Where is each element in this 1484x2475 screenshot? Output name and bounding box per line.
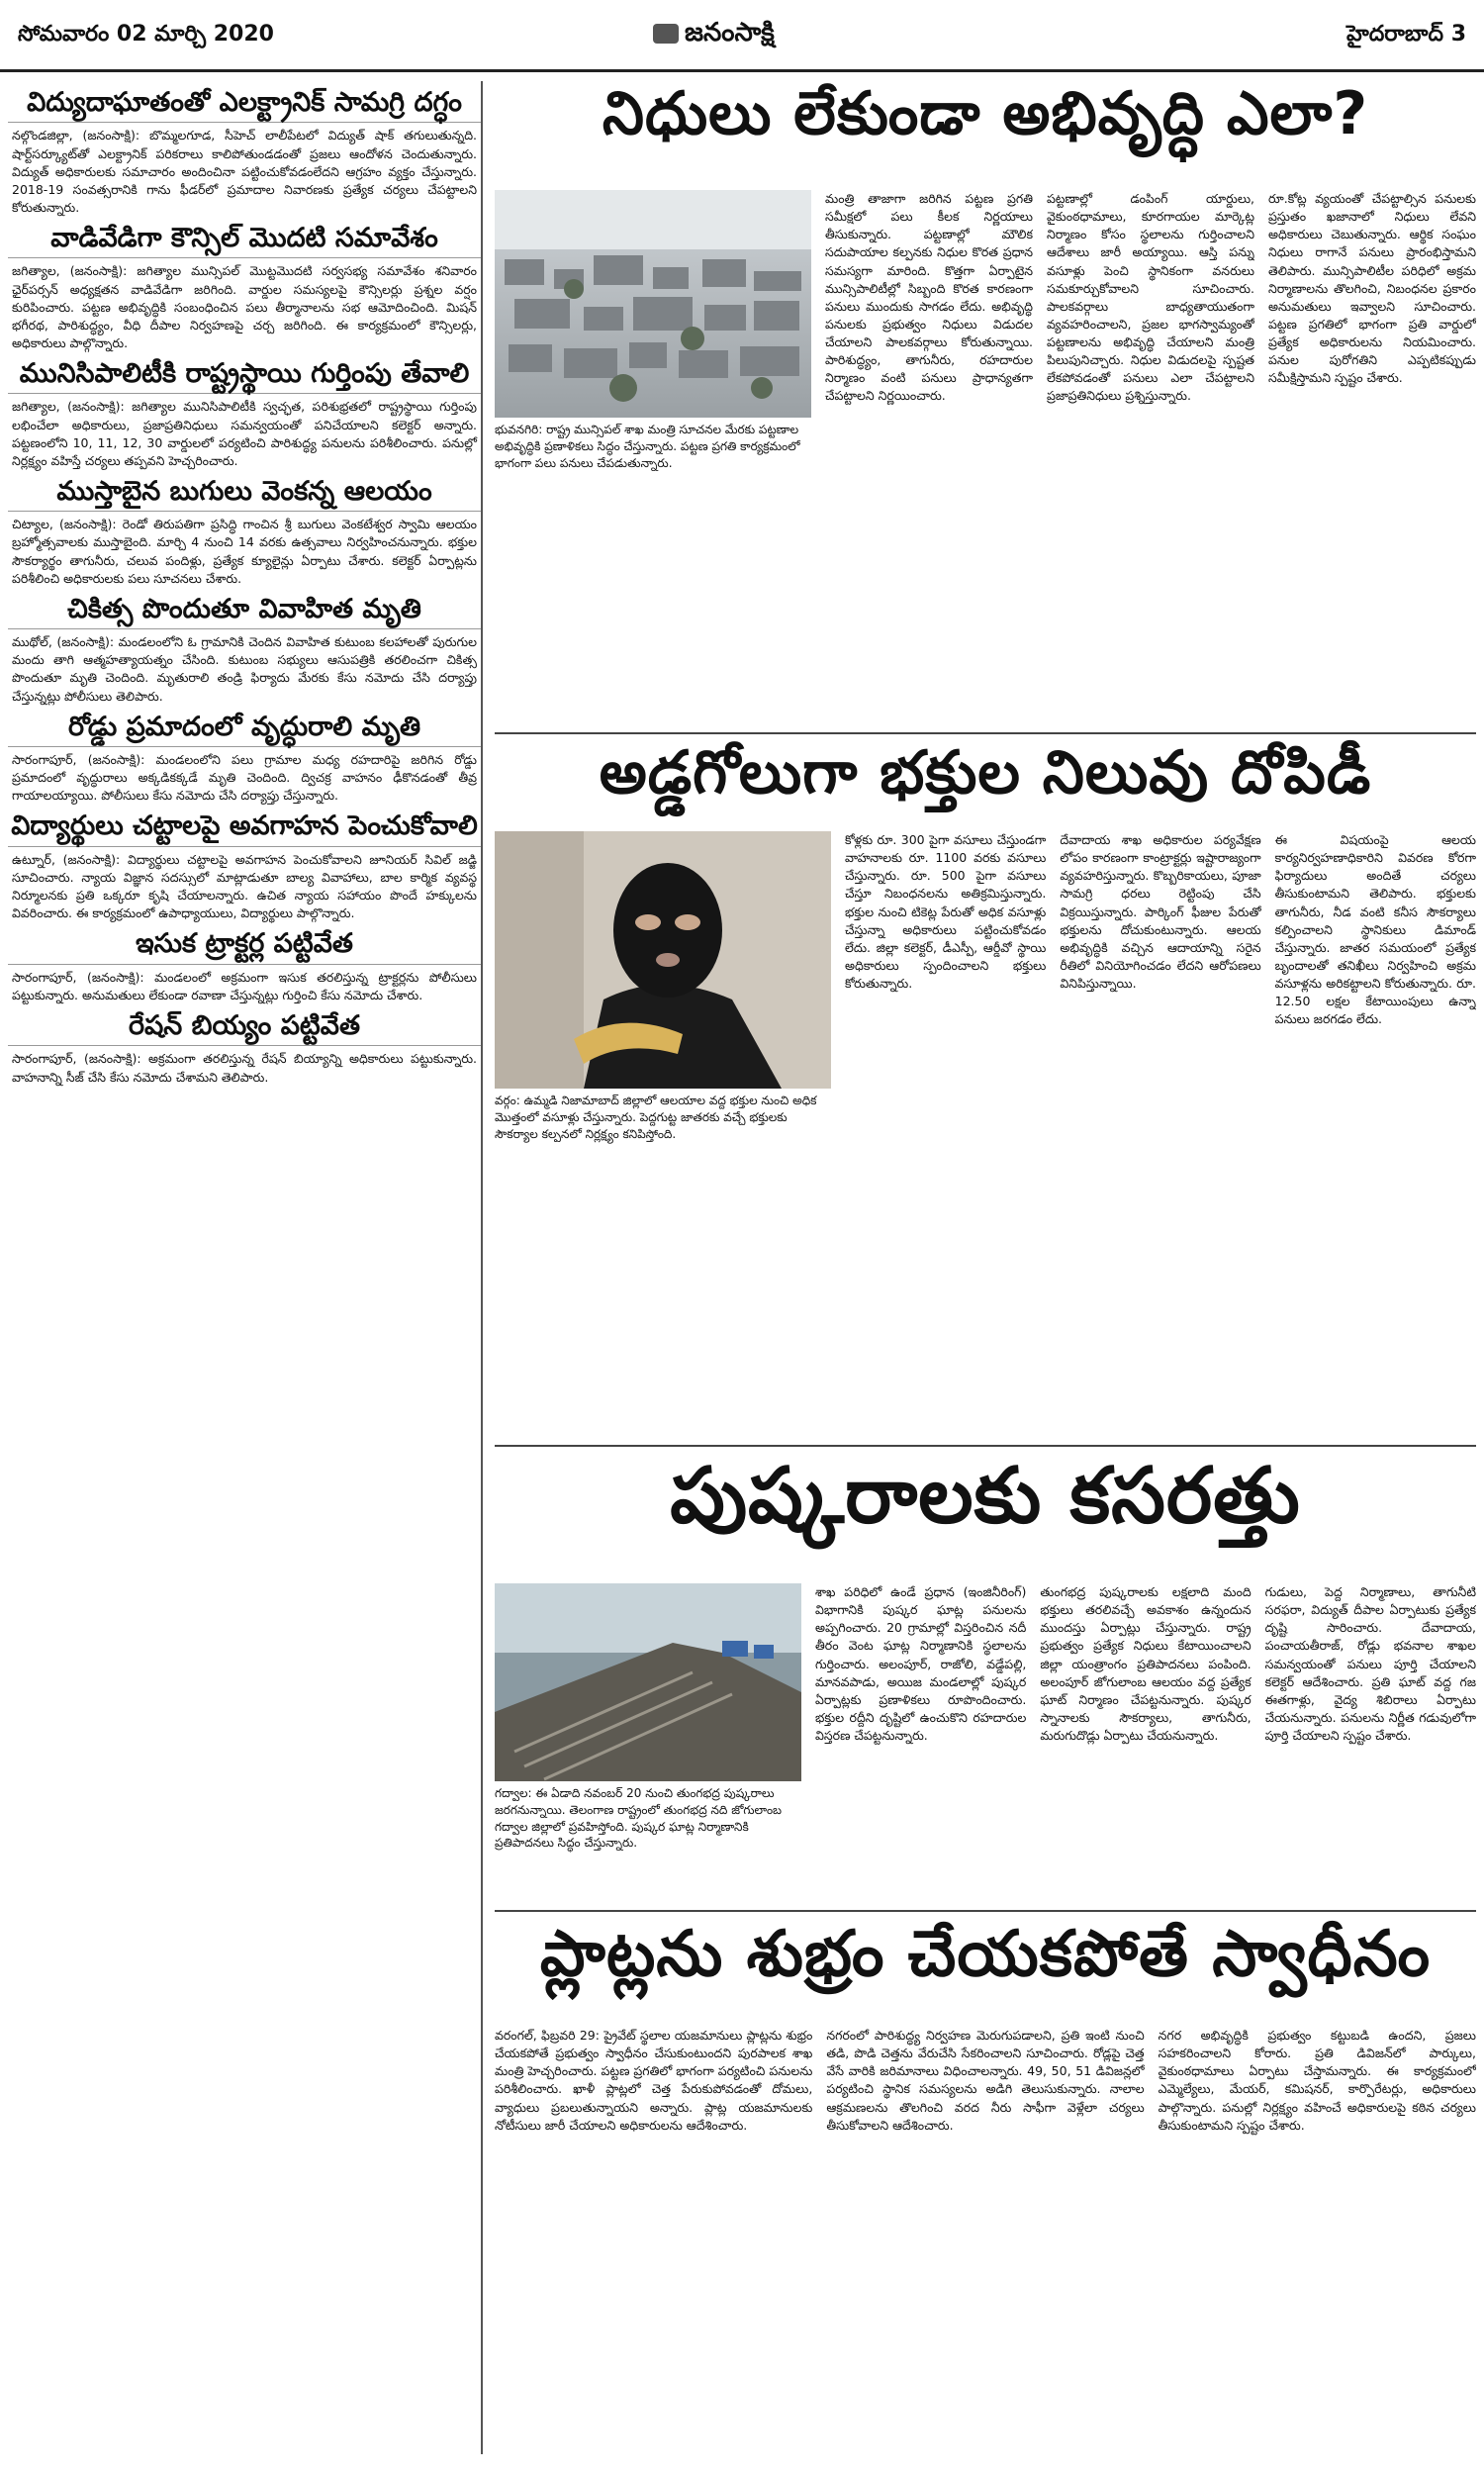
masthead-logo-icon [653,24,679,44]
story-column: శాఖ పరిధిలో ఉండే ప్రధాన (ఇంజినీరింగ్) విభాగానికి పుష్కర ఘాట్ల పనులను అప్పగించారు. 20 గ్రామాల్లో విస్తరించిన నదీ తీరం వెంట ఘాట్ల నిర్మాణానికి స్థలాలను గుర్తించారు. అలంపూర్, రాజోలి, వడ్డేపల్లి, మానవపాడు, అయిజ మండలాల్లో పుష్కర ఏర్పాట్లకు ప్రణాళికలు రూపొందించారు. భక్తుల రద్దీని దృష్టిలో ఉంచుకొని రహదారుల విస్తరణ చేపట్టనున్నారు. [815,1584,1027,1743]
article-headline: ముస్తాబైన బుగులు వెంకన్న ఆలయం [8,476,481,512]
masked-man-photo [495,831,831,1089]
story-column: ఈ విషయంపై ఆలయ కార్యనిర్వహణాధికారిని వివరణ కోరగా ఫిర్యాదులు అందితే చర్యలు తీసుకుంటామని తెలిపారు. భక్తులకు తాగునీరు, నీడ వంటి కనీస సౌకర్యాలు కల్పించాలని స్థానికులు డిమాండ్ చేస్తున్నారు. జాతర సమయంలో ప్రత్యేక బృందాలతో తనిఖీలు నిర్వహించి అక్రమ వసూళ్లను అరికట్టాలని కోరుతున్నారు. రూ. 12.50 లక్షల కేటాయింపులు ఉన్నా పనులు జరగడం లేదు. [1274,832,1476,1027]
story-devotee-exploitation [495,740,1476,1433]
left-column [8,81,483,2454]
article-body: ఉట్నూర్, (జనంసాక్షి): విద్యార్థులు చట్టాలపై అవగాహన పెంచుకోవాలని జూనియర్ సివిల్ జడ్జి సూచించారు. న్యాయ విజ్ఞాన సదస్సులో మాట్లాడుతూ బాల్య వివాహాలు, బాల కార్మిక వ్యవస్థ నిర్మూలనకు ప్రతి ఒక్కరూ కృషి చేయాలన్నారు. ఉచిత న్యాయ సహాయం పొందే హక్కులను వివరించారు. ఈ కార్యక్రమంలో ఉపాధ్యాయులు, విద్యార్థులు పాల్గొన్నారు. [12,851,477,921]
article-headline: వాడివేడిగా కౌన్సిల్ మొదటి సమావేశం [8,223,481,258]
left-article [8,712,481,806]
article-headline: చికిత్స పొందుతూ వివాహిత మృతి [8,594,481,629]
article-headline: ఇసుక ట్రాక్టర్ల పట్టివేత [8,928,481,964]
photo-caption: వర్గం: ఉమ్మడి నిజామాబాద్ జిల్లాలో ఆలయాల వద్ద భక్తుల నుంచి అధిక మొత్తంలో వసూళ్లు చేస్తున్నారు. పెద్దగుట్ట జాతరకు వచ్చే భక్తులకు సౌకర్యాల కల్పనలో నిర్లక్ష్యం కనిపిస్తోంది. [495,1094,817,1141]
story-headline: పుష్కరాలకు కసరత్తు [670,1452,1301,1541]
left-article [8,1010,481,1087]
story-column: కోళ్లకు రూ. 300 పైగా వసూలు చేస్తుండగా వాహనాలకు రూ. 1100 వరకు వసూలు చేస్తున్నారు. రూ. 500 పైగా వసూలు చేస్తూ నిబంధనలను అతిక్రమిస్తున్నారు. భక్తుల నుంచి టికెట్ల పేరుతో అధిక వసూళ్లు చేస్తున్నా అధికారులు పట్టించుకోవడం లేదు. జిల్లా కలెక్టర్, డీఎస్పీ, ఆర్డీవో స్థాయి అధికారులు స్పందించాలని భక్తులు కోరుతున్నారు. [845,832,1047,991]
story-development-funds [495,81,1476,774]
article-body: సారంగాపూర్, (జనంసాక్షి): అక్రమంగా తరలిస్తున్న రేషన్ బియ్యాన్ని అధికారులు పట్టుకున్నారు. వాహనాన్ని సీజ్ చేసి కేసు నమోదు చేశామని తెలిపారు. [12,1051,477,1085]
article-headline: రేషన్ బియ్యం పట్టివేత [8,1010,481,1046]
article-body: సారంగాపూర్, (జనంసాక్షి): మండలంలో అక్రమంగా ఇసుక తరలిస్తున్న ట్రాక్టర్లను పోలీసులు పట్టుకున్నారు. అనుమతులు లేకుండా రవాణా చేస్తున్నట్లు గుర్తించి కేసు నమోదు చేశారు. [12,969,477,1002]
page-number: 3 [1450,22,1466,47]
river-ghat-photo [495,1583,801,1781]
article-body: సారంగాపూర్, (జనంసాక్షి): మండలంలోని పలు గ్రామాల మధ్య రహదారిపై జరిగిన రోడ్డు ప్రమాదంలో వృద్ధురాలు అక్కడికక్కడే మృతి చెందింది. ద్విచక్ర వాహనం ఢీకొనడంతో తీవ్ర గాయాలయ్యాయి. పోలీసులు కేసు నమోదు చేసి దర్యాప్తు చేస్తున్నారు. [12,752,477,804]
article-body: జగిత్యాల, (జనంసాక్షి): జగిత్యాల మునిసిపాలిటీకి స్వచ్ఛత, పరిశుభ్రతలో రాష్ట్రస్థాయి గుర్తింపు లభించేలా అధికారులు, ప్రజాప్రతినిధులు సమన్వయంతో పనిచేయాలని కలెక్టర్ అన్నారు. పట్టణంలోని 10, 11, 12, 30 వార్డులలో పర్యటించి పారిశుద్ధ్య పనులను పరిశీలించారు. పనుల్లో నిర్లక్ష్యం వహిస్తే చర్యలు తప్పవని హెచ్చరించారు. [12,399,477,468]
story-column: పట్టణాల్లో డంపింగ్ యార్డులు, వైకుంఠధామాలు, కూరగాయల మార్కెట్ల నిర్మాణం కోసం స్థలాలను గుర్తించాలని ఆదేశాలు జారీ అయ్యాయి. ఆస్తి పన్ను వసూళ్లు పెంచి స్థానికంగా వనరులు సమకూర్చుకోవాలని సూచించారు. పాలకవర్గాలు బాధ్యతాయుతంగా వ్యవహరించాలని, ప్రజల భాగస్వామ్యంతో పట్టణాలను అభివృద్ధి చేయాలని మంత్రి పిలుపునిచ్చారు. నిధుల విడుదలపై స్పష్టత లేకపోవడంతో పనులు ఎలా చేపట్టాలని ప్రజాప్రతినిధులు ప్రశ్నిస్తున్నారు. [1047,191,1254,404]
story-column: దేవాదాయ శాఖ అధికారుల పర్యవేక్షణ లోపం కారణంగా కాంట్రాక్టర్లు ఇష్టారాజ్యంగా వ్యవహరిస్తున్నారు. కొబ్బరికాయలు, పూజా సామగ్రి ధరలు రెట్టింపు చేసి విక్రయిస్తున్నారు. పార్కింగ్ ఫీజుల పేరుతో భక్తులను దోచుకుంటున్నారు. ఆలయ అభివృద్ధికి వచ్చిన ఆదాయాన్ని సరైన రీతిలో వినియోగించడం లేదని ఆరోపణలు వినిపిస్తున్నాయి. [1060,832,1261,991]
article-body: నల్గొండజిల్లా, (జనంసాక్షి): బొమ్మలగూడ, సీహెచ్ లాలీపేటలో విద్యుత్ షాక్ తగులుతున్నది. షార్ట్‌సర్క్యూట్‌తో ఎలక్ట్రానిక్ పరికరాలు కాలిపోతుండడంతో ప్రజలు ఆందోళన చెందుతున్నారు. విద్యుత్ అధికారులకు సమాచారం అందించినా పట్టించుకోవడంలేదని ఆగ్రహం వ్యక్తం చేస్తున్నారు. 2018-19 సంవత్సరానికి గాను ఫీడర్‌లో ప్రమాదాల నివారణకు ప్రత్యేక చర్యలు చేపట్టాలని కోరుతున్నారు. [12,128,477,215]
photo-caption: భువనగిరి: రాష్ట్ర మున్సిపల్ శాఖ మంత్రి సూచనల మేరకు పట్టణాల అభివృద్ధికి ప్రణాళికలు సిద్ధం చేస్తున్నారు. పట్టణ ప్రగతి కార్యక్రమంలో భాగంగా పలు పనులు చేపడుతున్నారు. [495,423,800,470]
article-headline: మునిసిపాలిటీకి రాష్ట్రస్థాయి గుర్తింపు తేవాలి [8,358,481,394]
story-headline: ప్లాట్లను శుభ్రం చేయకపోతే స్వాధీనం [539,1918,1432,1991]
story-divider [495,1910,1476,1912]
left-article [8,594,481,706]
left-article [8,810,481,922]
article-headline: రోడ్డు ప్రమాదంలో వృద్ధురాలి మృతి [8,712,481,747]
left-article [8,87,481,217]
left-article [8,928,481,1004]
story-divider [495,1445,1476,1447]
issue-date: సోమవారం 02 మార్చి 2020 [18,22,274,47]
article-headline: విద్యుదాఘాతంతో ఎలక్ట్రానిక్ సామగ్రి దగ్ధం [8,87,481,123]
page-info [1346,22,1466,51]
story-headline: అడ్డగోలుగా భక్తుల నిలువు దోపిడీ [599,738,1372,808]
story-column: మంత్రి తాజాగా జరిగిన పట్టణ ప్రగతి సమీక్షలో పలు కీలక నిర్ణయాలు తీసుకున్నారు. పట్టణాల్లో మౌలిక సదుపాయాల కల్పనకు నిధుల కొరత ప్రధాన సమస్యగా మారింది. కొత్తగా ఏర్పాటైన మున్సిపాలిటీల్లో సిబ్బంది కొరత కారణంగా పనులు ముందుకు సాగడం లేదు. అభివృద్ధి పనులకు ప్రభుత్వం నిధులు విడుదల చేయాలని పాలకవర్గాలు కోరుతున్నాయి. పారిశుద్ధ్యం, తాగునీరు, రహదారుల నిర్మాణం వంటి పనులు ప్రాధాన్యతగా చేపట్టాలని నిర్ణయించారు. [825,191,1033,404]
story-column: నగర అభివృద్ధికి ప్రభుత్వం కట్టుబడి ఉందని, ప్రజలు సహకరించాలని కోరారు. ప్రతి డివిజన్‌లో పార్కులు, వైకుంఠధామాలు ఏర్పాటు చేస్తామన్నారు. ఈ కార్యక్రమంలో ఎమ్మెల్యేలు, మేయర్, కమిషనర్, కార్పొరేటర్లు, అధికారులు పాల్గొన్నారు. పనుల్లో నిర్లక్ష్యం వహించే అధికారులపై కఠిన చర్యలు తీసుకుంటామని స్పష్టం చేశారు. [1158,2028,1476,2133]
article-body: జగిత్యాల, (జనంసాక్షి): జగిత్యాల మున్సిపల్ మొట్టమొదటి సర్వసభ్య సమావేశం శనివారం ఛైర్‌పర్సన్ అధ్యక్షతన వాడివేడిగా జరిగింది. వార్డుల సమస్యలపై కౌన్సిలర్లు ప్రశ్నల వర్షం కురిపించారు. పట్టణ అభివృద్ధికి సంబంధించిన పలు తీర్మానాలను సభ ఆమోదించింది. మిషన్ భగీరథ, పారిశుద్ధ్యం, వీధి దీపాల నిర్వహణపై చర్చ జరిగింది. ఈ కార్యక్రమంలో కౌన్సిలర్లు, అధికారులు పాల్గొన్నారు. [12,263,477,350]
photo-caption: గద్వాల: ఈ ఏడాది నవంబర్ 20 నుంచి తుంగభద్ర పుష్కరాలు జరగనున్నాయి. తెలంగాణ రాష్ట్రంలో తుంగభద్ర నది జోగులాంబ గద్వాల జిల్లాలో ప్రవహిస్తోంది. పుష్కర ఘాట్ల నిర్మాణానికి ప్రతిపాదనలు సిద్ధం చేస్తున్నారు. [495,1786,783,1851]
story-column: రూ.కోట్ల వ్యయంతో చేపట్టాల్సిన పనులకు ప్రస్తుతం ఖజానాలో నిధులు లేవని అధికారులు చెబుతున్నారు. ఆర్థిక సంఘం నిధులు రాగానే పనులు ప్రారంభిస్తామని తెలిపారు. మున్సిపాలిటీల పరిధిలో అక్రమ నిర్మాణాలను తొలగించి, నిబంధనల ప్రకారం అనుమతులు ఇవ్వాలని సూచించారు. పట్టణ ప్రగతిలో భాగంగా ప్రతి వార్డులో ప్రత్యేక అధికారులను నియమించారు. పనుల పురోగతిని ఎప్పటికప్పుడు సమీక్షిస్తామని స్పష్టం చేశారు. [1268,191,1476,386]
town-aerial-photo [495,190,811,418]
left-article [8,358,481,470]
story-column: గుడులు, పెద్ద నిర్మాణాలు, తాగునీటి సరఫరా, విద్యుత్ దీపాల ఏర్పాటుకు ప్రత్యేక దృష్టి సారించారు. దేవాదాయ, పంచాయతీరాజ్, రోడ్లు భవనాల శాఖల సమన్వయంతో పనులు పూర్తి చేయాలని కలెక్టర్ ఆదేశించారు. ప్రతి ఘాట్ వద్ద గజ ఈతగాళ్లు, వైద్య శిబిరాలు ఏర్పాటు చేయనున్నారు. పనులను నిర్ణీత గడువులోగా పూర్తి చేయాలని స్పష్టం చేశారు. [1264,1584,1476,1743]
city-name: హైదరాబాద్ [1346,22,1444,47]
story-column: నగరంలో పారిశుద్ధ్య నిర్వహణ మెరుగుపడాలని, ప్రతి ఇంటి నుంచి తడి, పొడి చెత్తను వేరుచేసి సేకరించాలని సూచించారు. రోడ్లపై చెత్త వేసే వారికి జరిమానాలు విధించాలన్నారు. 49, 50, 51 డివిజన్లలో పర్యటించి స్థానిక సమస్యలను అడిగి తెలుసుకున్నారు. నాలాల ఆక్రమణలను తొలగించి వరద నీరు సాఫీగా వెళ్లేలా చర్యలు తీసుకోవాలని ఆదేశించారు. [826,2028,1145,2133]
masked-man-photo-icon [495,831,831,1089]
masthead [653,18,775,53]
story-column: తుంగభద్ర పుష్కరాలకు లక్షలాది మంది భక్తులు తరలివచ్చే అవకాశం ఉన్నందున ముందస్తు ఏర్పాట్లు చేస్తున్నారు. రాష్ట్ర ప్రభుత్వం ప్రత్యేక నిధులు కేటాయించాలని జిల్లా యంత్రాంగం ప్రతిపాదనలు పంపింది. అలంపూర్ జోగులాంబ ఆలయం వద్ద ప్రత్యేక ఘాట్ నిర్మాణం చేపట్టనున్నారు. పుష్కర స్నానాలకు సౌకర్యాలు, తాగునీరు, మరుగుదొడ్లు ఏర్పాటు చేయనున్నారు. [1040,1584,1252,1743]
page-header [0,0,1484,72]
town-aerial-photo-icon [495,190,811,418]
story-pushkaralu [495,1452,1476,1900]
story-headline: నిధులు లేకుండా అభివృద్ధి ఎలా? [602,79,1369,148]
left-article [8,476,481,588]
story-column: వరంగల్, ఫిబ్రవరి 29: ప్రైవేట్ స్థలాల యజమానులు ప్లాట్లను శుభ్రం చేయకపోతే ప్రభుత్వం స్వాధీనం చేసుకుంటుందని పురపాలక శాఖ మంత్రి హెచ్చరించారు. పట్టణ ప్రగతిలో భాగంగా పర్యటించి పనులను పరిశీలించారు. ఖాళీ ప్లాట్లలో చెత్త పేరుకుపోవడంతో దోమలు, వ్యాధులు ప్రబలుతున్నాయని అన్నారు. ప్లాట్ల యజమానులకు నోటీసులు జారీ చేయాలని అధికారులను ఆదేశించారు. [495,2028,813,2133]
article-body: ముథోల్, (జనంసాక్షి): మండలంలోని ఓ గ్రామానికి చెందిన వివాహిత కుటుంబ కలహాలతో పురుగుల మందు తాగి ఆత్మహత్యాయత్నం చేసింది. కుటుంబ సభ్యులు ఆసుపత్రికి తరలించగా చికిత్స పొందుతూ మృతి చెందింది. మృతురాలి తండ్రి ఫిర్యాదు మేరకు కేసు నమోదు చేసి దర్యాప్తు చేస్తున్నట్లు పోలీసులు తెలిపారు. [12,634,477,704]
story-plots-cleaning [495,1920,1476,2454]
story-divider [495,732,1476,734]
article-headline: విద్యార్థులు చట్టాలపై అవగాహన పెంచుకోవాలి [8,810,481,846]
left-article [8,223,481,352]
masthead-title: జనంసాక్షి [685,18,775,48]
article-body: చిట్యాల, (జనంసాక్షి): రెండో తిరుపతిగా ప్రసిద్ధి గాంచిన శ్రీ బుగులు వెంకటేశ్వర స్వామి ఆలయం బ్రహ్మోత్సవాలకు ముస్తాబైంది. మార్చి 4 నుంచి 14 వరకు ఉత్సవాలు నిర్వహించనున్నారు. భక్తుల సౌకర్యార్థం తాగునీరు, చలువ పందిళ్లు, ప్రత్యేక క్యూలైన్లు ఏర్పాటు చేశారు. కలెక్టర్ ఏర్పాట్లను పరిశీలించి అధికారులకు పలు సూచనలు చేశారు. [12,517,477,586]
river-ghat-photo-icon [495,1583,801,1781]
